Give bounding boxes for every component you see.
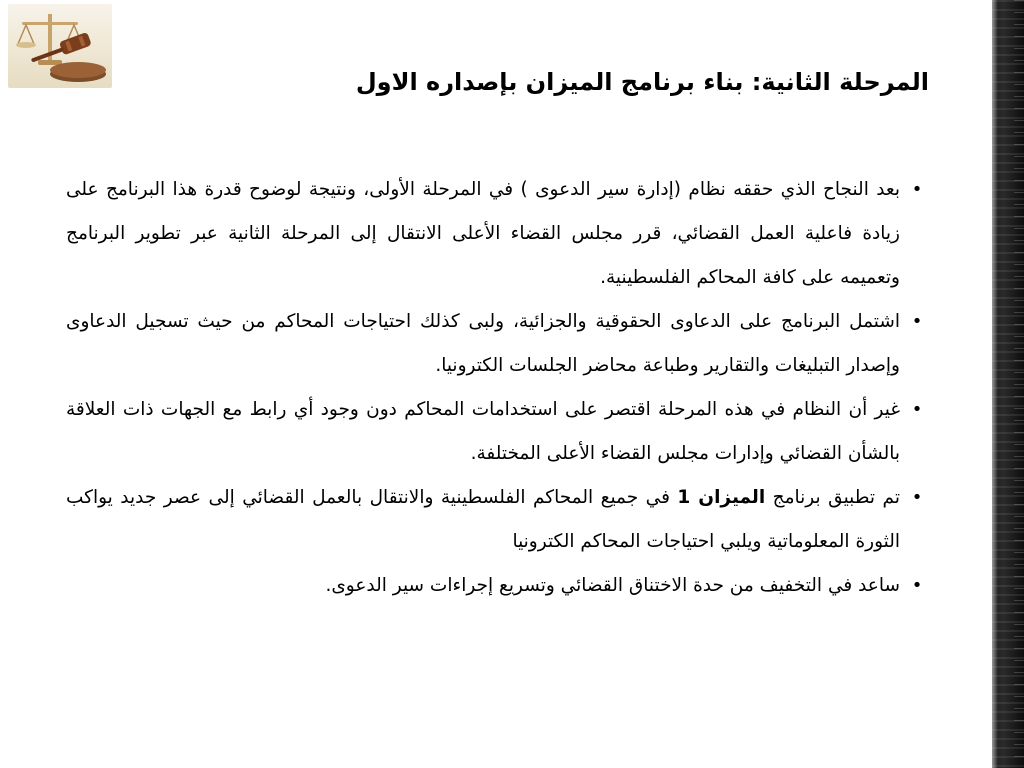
scales-gavel-logo: [8, 4, 112, 88]
bullet-item: [66, 300, 923, 388]
bullet-item: [66, 476, 923, 564]
bullet-icon: •: [911, 487, 923, 508]
bullet-icon: •: [911, 575, 923, 596]
bullet-text-post: في جميع المحاكم الفلسطينية والانتقال بالعمل القضائي إلى عصر جديد يواكب الثورة المعلوماتية ويلبي احتياجات المحاكم الكترونيا: [66, 487, 900, 552]
slide-content: [66, 168, 923, 608]
bullet-item: [66, 564, 923, 608]
scales-and-gavel-icon: [8, 4, 112, 88]
bullet-text: ساعد في التخفيف من حدة الاختناق القضائي وتسريع إجراءات سير الدعوى.: [325, 575, 900, 596]
bullet-icon: •: [911, 311, 923, 332]
bullet-item: [66, 168, 923, 300]
bullet-list: [66, 168, 923, 608]
bullet-icon: •: [911, 179, 923, 200]
bullet-text-pre: تم تطبيق برنامج: [765, 487, 900, 508]
right-decorative-strip: [992, 0, 1024, 768]
bullet-item: [66, 388, 923, 476]
bullet-text: اشتمل البرنامج على الدعاوى الحقوقية والجزائية، ولبى كذلك احتياجات المحاكم من حيث تسجيل الدعاوى وإصدار التبليغات والتقارير وطباعة محاضر الجلسات الكترونيا.: [66, 311, 900, 376]
bullet-text-bold: الميزان 1: [677, 487, 766, 508]
bullet-icon: •: [911, 399, 923, 420]
bullet-text: غير أن النظام في هذه المرحلة اقتصر على استخدامات المحاكم دون وجود أي رابط مع الجهات ذات العلاقة بالشأن القضائي وإدارات مجلس القضاء الأعلى المختلفة.: [66, 399, 900, 464]
slide-title: المرحلة الثانية: بناء برنامج الميزان بإصداره الاول: [355, 68, 929, 96]
bullet-text: بعد النجاح الذي حققه نظام (إدارة سير الدعوى ) في المرحلة الأولى، ونتيجة لوضوح قدرة هذا البرنامج على زيادة فاعلية العمل القضائي، قرر مجلس القضاء الأعلى الانتقال إلى المرحلة الثانية عبر تطوير البرنامج وتعميمه على كافة المحاكم الفلسطينية.: [66, 179, 900, 288]
